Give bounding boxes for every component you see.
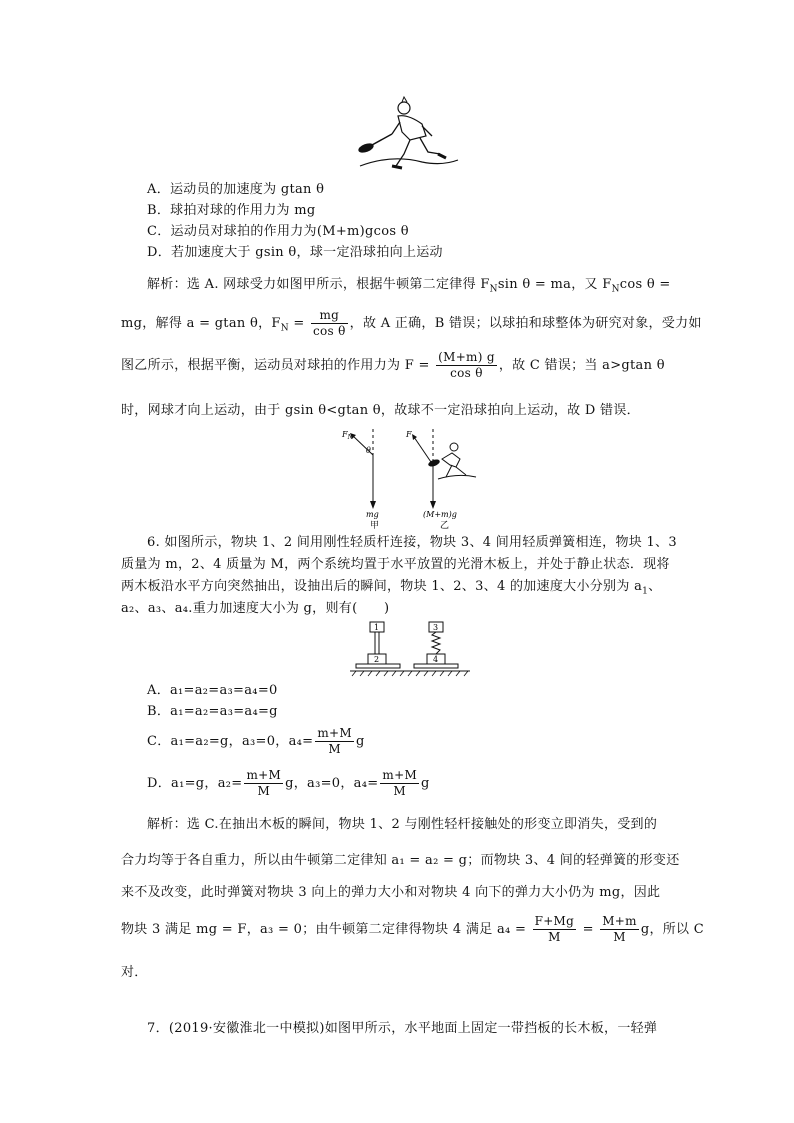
theta-label: θ: [366, 446, 371, 455]
q5-option-a: A．运动员的加速度为 gtan θ: [147, 182, 325, 197]
fraction: $\frac{(M+m) g}{\text{cos θ}}$: [438, 350, 495, 380]
q5-analysis-line2: mg，解得 a = gtan θ，$F_N$ = $\frac{mg}{\text{cos θ}}$ ，故 A 正确，B 错误；以球拍和球整体为研究对象，受力如: [121, 308, 702, 338]
blocks-diagram: [348, 618, 473, 678]
q6-analysis-line1: 解析：选 C.在抽出木板的瞬间，物块 1、2 与刚性轻杆接触处的形变立即消失，受到的: [147, 817, 658, 832]
q5-analysis-line4: 时，网球才向上运动，由于 gsin θ<gtan θ，故球不一定沿球拍向上运动，故 D 错误．: [121, 403, 640, 418]
q5-option-c: C．运动员对球拍的作用力为(M+m)gcos θ: [147, 224, 409, 239]
mg-label: mg: [366, 510, 379, 519]
q5-option-d: D．若加速度大于 gsin θ，球一定沿球拍向上运动: [147, 245, 443, 260]
q6-stem-line4: a₂、a₃、a₄.重力加速度大小为 g，则有( ): [121, 601, 390, 616]
fraction: $\frac{F+Mg}{M}$: [534, 914, 575, 944]
q6-option-b: B．a₁=a₂=a₃=a₄=g: [147, 704, 278, 719]
q6-option-a: A．a₁=a₂=a₃=a₄=0: [147, 683, 278, 698]
q6-analysis-line3: 来不及改变，此时弹簧对物块 3 向上的弹力大小和对物块 4 向下的弹力大小仍为 mg，因此: [121, 885, 661, 900]
q7-stem: 7．(2019·安徽淮北一中模拟)如图甲所示，水平地面上固定一带挡板的长木板，一轻弹: [147, 1021, 658, 1036]
q6-option-d: D．a₁=g，a₂= $\frac{m+M}{M}$ g，a₃=0，a₄= $\frac{m+M}{M}$ g: [147, 768, 430, 798]
fraction: $\frac{M+m}{M}$: [602, 914, 637, 944]
jia-label: 甲: [370, 521, 380, 530]
q5-analysis-line1: 解析：选 A. 网球受力如图甲所示，根据牛顿第二定律得 $F_N\sin$ θ = ma，又 $F_N\cos$ θ =: [147, 277, 671, 295]
fn-label: $F_N$: [342, 430, 353, 441]
block-1-label: 1: [374, 623, 380, 632]
q6-stem-line3: 两木板沿水平方向突然抽出，设抽出后的瞬间，物块 1、2、3、4 的加速度大小分别为 $a_1$、: [121, 579, 662, 597]
q5-option-b: B．球拍对球的作用力为 mg: [147, 203, 316, 218]
force-diagram: [330, 425, 490, 530]
fraction: $\frac{m+M}{M}$: [317, 726, 352, 756]
tennis-player-illustration: [352, 96, 462, 176]
mmg-label: (M+m)g: [423, 510, 457, 519]
q6-analysis-line4: 物块 3 满足 mg = F，a₃ = 0；由牛顿第二定律得物块 4 满足 a₄ = $\frac{F+Mg}{M}$ = $\frac{M+m}{M}$ g，所以 C: [121, 914, 705, 944]
block-3-label: 3: [433, 623, 439, 632]
f-label: F: [406, 430, 412, 439]
q6-analysis-line5: 对．: [121, 965, 148, 980]
block-2-label: 2: [374, 655, 380, 664]
fraction: $\frac{m+M}{M}$: [246, 768, 282, 798]
fraction: $\frac{m+M}{M}$: [382, 768, 418, 798]
yi-label: 乙: [440, 521, 450, 530]
block-4-label: 4: [433, 655, 439, 664]
q5-analysis-line3: 图乙所示，根据平衡，运动员对球拍的作用力为 F = $\frac{(M+m) g}{\text{cos θ}}$ ，故 C 错误；当 a>gtan θ: [121, 350, 665, 380]
q6-option-c: C．a₁=a₂=g，a₃=0，a₄= $\frac{m+M}{M}$ g: [147, 726, 365, 756]
q6-stem-line2: 质量为 m，2、4 质量为 M，两个系统均置于水平放置的光滑木板上，并处于静止状态．现将: [121, 557, 670, 572]
q6-analysis-line2: 合力均等于各自重力，所以由牛顿第二定律知 a₁ = a₂ = g；而物块 3、4 间的轻弹簧的形变还: [121, 853, 680, 868]
fraction: $\frac{mg}{\text{cos θ}}$: [313, 308, 346, 338]
q6-stem-line1: 6. 如图所示，物块 1、2 间用刚性轻质杆连接，物块 3、4 间用轻质弹簧相连，物块 1、3: [147, 535, 677, 550]
